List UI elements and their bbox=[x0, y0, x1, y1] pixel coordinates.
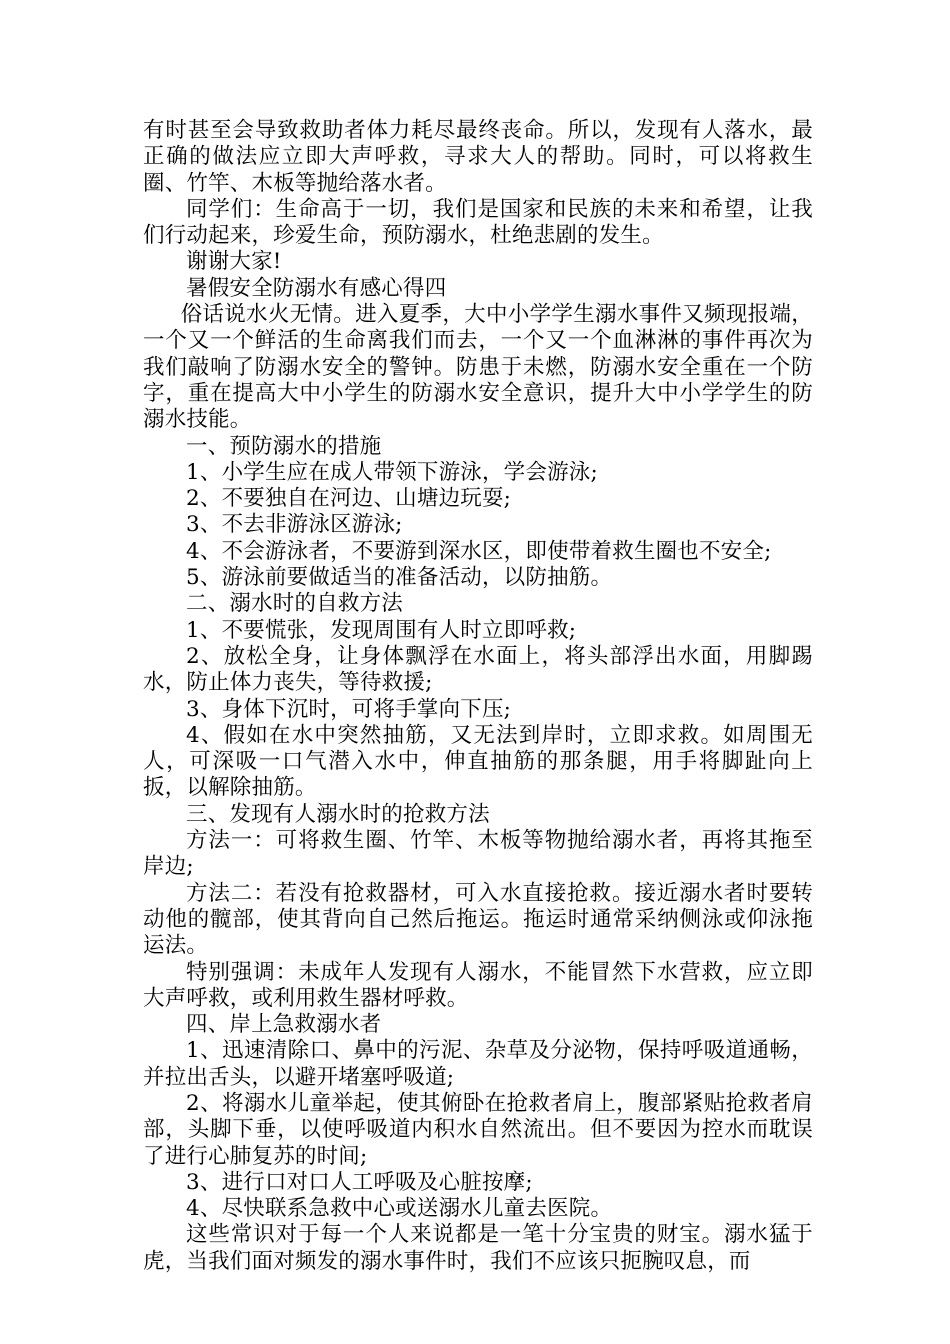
paragraph: 这些常识对于每一个人来说都是一笔十分宝贵的财宝。溺水猛于虎，当我们面对频发的溺水事件时，我们不应该只扼腕叹息，而 bbox=[143, 1222, 813, 1274]
list-item: 2、不要独自在河边、山塘边玩耍; bbox=[186, 486, 512, 512]
list-item: 4、不会游泳者，不要游到深水区，即使带着救生圈也不安全; bbox=[186, 538, 772, 564]
paragraph: 特别强调：未成年人发现有人溺水，不能冒然下水营救，应立即大声呼救，或利用救生器材呼救。 bbox=[143, 959, 813, 1011]
section-heading: 三、发现有人溺水时的抢救方法 bbox=[186, 801, 490, 827]
list-item: 1、小学生应在成人带领下游泳，学会游泳; bbox=[186, 459, 598, 485]
list-item: 4、尽快联系急救中心或送溺水儿童去医院。 bbox=[186, 1196, 613, 1222]
list-item: 5、游泳前要做适当的准备活动，以防抽筋。 bbox=[186, 565, 613, 591]
paragraph: 谢谢大家! bbox=[186, 249, 282, 275]
section-heading: 四、岸上急救溺水者 bbox=[186, 1012, 382, 1038]
list-item: 2、放松全身，让身体飘浮在水面上，将头部浮出水面，用脚踢水，防止体力丧失，等待救援; bbox=[143, 643, 813, 696]
list-item: 3、进行口对口人工呼吸及心脏按摩; bbox=[186, 1169, 533, 1195]
paragraph: 有时甚至会导致救助者体力耗尽最终丧命。所以，发现有人落水，最正确的做法应立即大声呼救，寻求大人的帮助。同时，可以将救生圈、竹竿、木板等抛给落水者。 bbox=[143, 118, 813, 196]
paragraph: 同学们：生命高于一切，我们是国家和民族的未来和希望，让我们行动起来，珍爱生命，预防溺水，杜绝悲剧的发生。 bbox=[143, 196, 813, 249]
list-item: 3、不去非游泳区游泳; bbox=[186, 512, 403, 538]
section-heading: 一、预防溺水的措施 bbox=[186, 433, 382, 459]
list-item: 3、身体下沉时，可将手掌向下压; bbox=[186, 696, 512, 722]
section-heading: 暑假安全防溺水有感心得四 bbox=[186, 275, 447, 301]
paragraph: 俗话说水火无情。进入夏季，大中小学学生溺水事件又频现报端，一个又一个鲜活的生命离我们而去，一个又一个血淋淋的事件再次为我们敲响了防溺水安全的警钟。防患于未燃，防溺水安全重在一个防字，重在提高大中小学生的防溺水安全意识，提升大中小学学生的防溺水技能。 bbox=[143, 302, 813, 433]
list-item: 1、迅速清除口、鼻中的污泥、杂草及分泌物，保持呼吸道通畅，并拉出舌头，以避开堵塞呼吸道; bbox=[143, 1038, 813, 1090]
list-item: 1、不要慌张，发现周围有人时立即呼救; bbox=[186, 617, 577, 643]
list-item: 方法一：可将救生圈、竹竿、木板等物抛给溺水者，再将其拖至岸边; bbox=[143, 828, 813, 880]
section-heading: 二、溺水时的自救方法 bbox=[186, 591, 404, 617]
list-item: 2、将溺水儿童举起，使其俯卧在抢救者肩上，腹部紧贴抢救者肩部，头脚下垂，以使呼吸道内积水自然流出。但不要因为控水而耽误了进行心肺复苏的时间; bbox=[143, 1090, 813, 1169]
document-body bbox=[143, 118, 813, 1275]
list-item: 4、假如在水中突然抽筋，又无法到岸时，立即求救。如周围无人，可深吸一口气潜入水中，伸直抽筋的那条腿，用手将脚趾向上扳，以解除抽筋。 bbox=[143, 722, 813, 801]
list-item: 方法二：若没有抢救器材，可入水直接抢救。接近溺水者时要转动他的髋部，使其背向自己然后拖运。拖运时通常采纳侧泳或仰泳拖运法。 bbox=[143, 880, 813, 959]
